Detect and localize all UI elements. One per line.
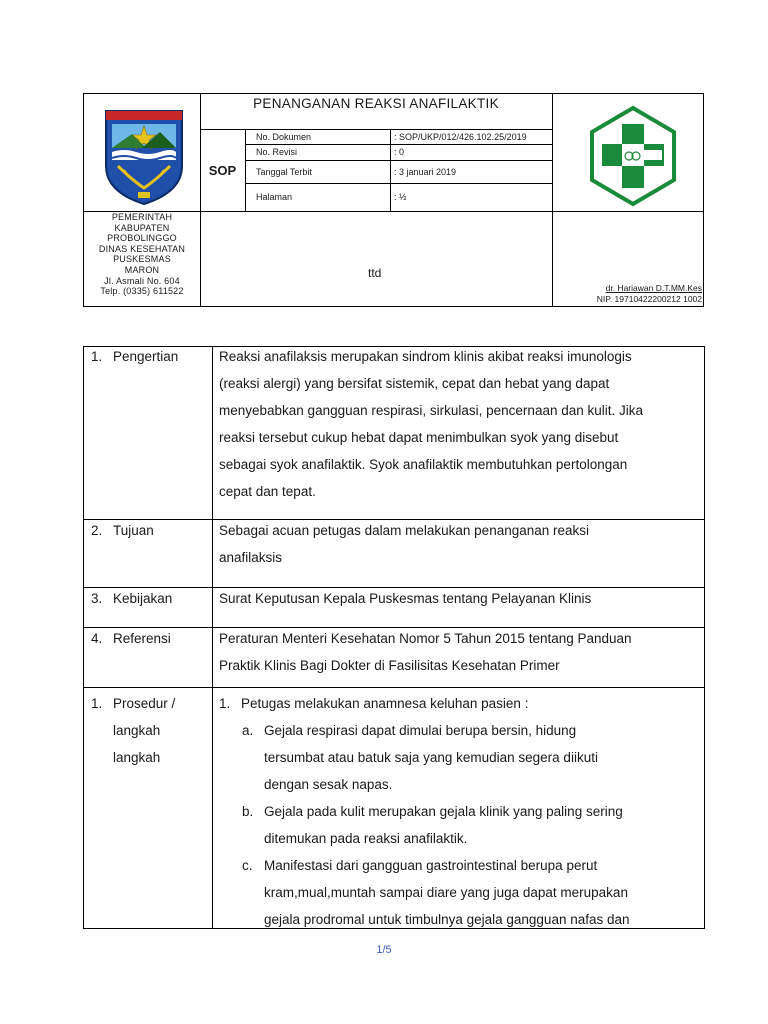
header-divider [245, 183, 552, 184]
text-line: kram,mual,muntah sampai diare yang juga dapat merupakan [264, 885, 628, 900]
text-line: Praktik Klinis Bagi Dokter di Fasilisitas Kesehatan Primer [219, 658, 560, 673]
section-text-pengertian [219, 346, 697, 505]
text-line: anafilaksis [219, 550, 283, 565]
text-line: Manifestasi dari gangguan gastrointestinal berupa perut [264, 858, 598, 873]
field-value-issue-date: : 3 januari 2019 [394, 167, 457, 177]
doctor-name: dr. Hariawan D.T.MM.Kes [605, 283, 702, 293]
government-address [84, 212, 200, 297]
section-label-prosedur [91, 690, 175, 771]
row-divider [84, 687, 704, 688]
text-line: Surat Keputusan Kepala Puskesmas tentang Pelayanan Klinis [219, 591, 592, 606]
text-line: Peraturan Menteri Kesehatan Nomor 5 Tahun 2015 tentang Panduan [219, 631, 632, 646]
section-title: Prosedur / [113, 696, 176, 711]
section-text-kebijakan [219, 585, 697, 612]
gov-line: Jl. Asmali No. 604 [104, 275, 180, 286]
section-title: langkah [113, 723, 161, 738]
field-value-page: : ½ [394, 192, 407, 202]
section-number: 1. [91, 349, 103, 364]
procedure-subitem-b [242, 798, 697, 852]
field-value-document-number: : SOP/UKP/012/426.102.25/2019 [394, 132, 527, 142]
header-divider [245, 160, 552, 161]
field-label-issue-date: Tanggal Terbit [256, 167, 312, 177]
text-line: dengan sesak napas. [264, 777, 393, 792]
gov-line: MARON [124, 264, 160, 275]
gov-line: KABUPATEN [114, 222, 170, 233]
text-line: tersumbat atau batuk saja yang kemudian segera diikuti [264, 750, 598, 765]
text-line: Gejala respirasi dapat dimulai berupa bersin, hidung [264, 723, 577, 738]
text-line: Gejala pada kulit merupakan gejala klinik yang paling sering [264, 804, 623, 819]
section-label-pengertian [91, 346, 178, 370]
text-line: ditemukan pada reaksi anafilaktik. [264, 831, 468, 846]
procedure-subitem-a [242, 717, 697, 798]
gov-line: PUSKESMAS [113, 254, 171, 265]
section-text-referensi [219, 625, 697, 679]
section-label-referensi [91, 625, 171, 652]
column-divider [212, 347, 213, 929]
section-number: 1. [91, 696, 103, 711]
section-title: Tujuan [113, 523, 154, 538]
step-number: 1. [219, 696, 231, 711]
section-number: 3. [91, 591, 103, 606]
header-divider [245, 129, 246, 211]
gov-line: PEMERINTAH [111, 212, 173, 222]
field-value-revision: : 0 [394, 147, 405, 157]
text-line: gejala prodromal untuk timbulnya gejala gangguan nafas dan [264, 912, 630, 927]
section-title: langkah [113, 750, 161, 765]
section-label-kebijakan [91, 585, 172, 612]
step-text: Petugas melakukan anamnesa keluhan pasien : [241, 696, 529, 711]
section-label-tujuan [91, 517, 154, 544]
section-title: Referensi [113, 631, 171, 646]
section-title: Pengertian [113, 349, 179, 364]
field-label-document-number: No. Dokumen [256, 132, 312, 142]
puskesmas-logo-icon [586, 104, 680, 208]
header-divider [390, 129, 391, 211]
text-line: (reaksi alergi) yang bersifat sistemik, cepat dan hebat yang dapat [219, 376, 610, 391]
header-divider [245, 144, 552, 145]
field-label-page: Halaman [256, 192, 293, 202]
section-text-tujuan [219, 517, 697, 571]
text-line: Sebagai acuan petugas dalam melakukan penanganan reaksi [219, 523, 590, 538]
gov-line: DINAS KESEHATAN [98, 243, 186, 254]
subitem-letter: b. [242, 804, 254, 819]
section-number: 2. [91, 523, 103, 538]
header-divider [552, 94, 553, 306]
subitem-letter: a. [242, 723, 254, 738]
doctor-nip: NIP. 19710422200212 1002 [596, 294, 702, 304]
text-line: menyebabkan gangguan respirasi, sirkulasi, pencernaan dan kulit. Jika [219, 403, 644, 418]
text-line: Reaksi anafilaksis merupakan sindrom klinis akibat reaksi imunologis [219, 349, 632, 364]
document-title: PENANGANAN REAKSI ANAFILAKTIK [253, 96, 499, 111]
section-number: 4. [91, 631, 103, 646]
sop-label: SOP [208, 162, 237, 178]
field-label-revision: No. Revisi [256, 147, 298, 157]
signatory [554, 283, 702, 305]
text-line: cepat dan tepat. [219, 484, 316, 499]
text-line: reaksi tersebut cukup hebat dapat menimbulkan syok yang disebut [219, 430, 619, 445]
text-line: sebagai syok anafilaktik. Syok anafilaktik membutuhkan pertolongan [219, 457, 628, 472]
subitem-letter: c. [242, 858, 253, 873]
sop-content-table [83, 346, 705, 929]
gov-line: PROBOLINGGO [107, 233, 177, 244]
gov-line: Telp. (0335) 611522 [100, 286, 184, 297]
signature-placeholder: ttd [368, 266, 382, 280]
procedure-step [219, 690, 697, 717]
sop-header-table [83, 93, 704, 307]
regency-emblem-icon [102, 108, 186, 206]
page-number: 1/5 [376, 944, 392, 956]
procedure-subitem-c [242, 852, 697, 929]
section-title: Kebijakan [113, 591, 173, 606]
